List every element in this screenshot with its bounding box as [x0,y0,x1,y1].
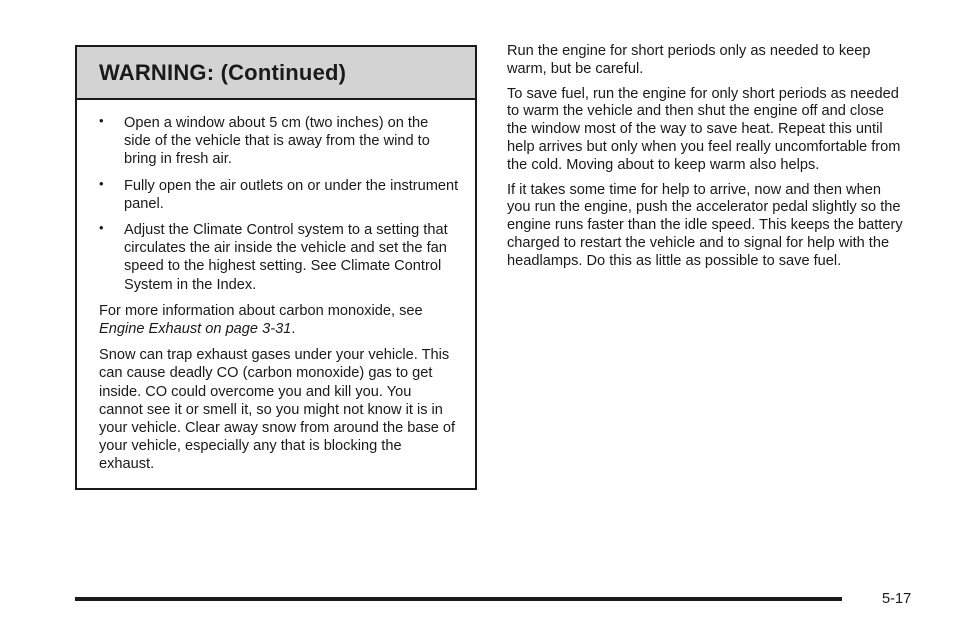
page-number: 5-17 [882,591,912,607]
warning-header [77,47,475,100]
warning-bullet-item [99,114,459,169]
snow-paragraph: Snow can trap exhaust gases under your vehicle. This can cause deadly CO (carbon monoxide) gas to get inside. CO could overcome you and kill you. You cannot see it or smell it, so you might not know it is in your vehicle. Clear away snow from around the base of your vehicle, especially any that is blocking the exhaust. [99,347,456,473]
right-paragraph: If it takes some time for help to arrive, now and then when you run the engine, push the accelerator pedal slightly so the engine runs faster than the idle speed. This keeps the battery charged to restart the vehicle and to signal for help with the headlamps. Do this as little as possible to save fuel. [507,181,903,269]
more-info-text: For more information about carbon monoxide, see [99,302,423,319]
warning-body [77,100,475,474]
bullet-dot-icon: • [99,220,104,236]
more-info-end: . [291,321,296,338]
warning-bullet-item [99,221,459,294]
right-paragraph: Run the engine for short periods only as needed to keep warm, but be careful. [507,43,871,77]
more-info-paragraph [99,302,459,338]
right-paragraph: To save fuel, run the engine for only short periods as needed to warm the vehicle and then shut the engine off and close the window most of the way to save heat. Repeat this until help arrives but only when you feel really uncomfortable from the cold. Moving about to keep warm also helps. [507,85,901,173]
warning-box [75,45,477,490]
warning-bullet-item [99,177,459,213]
bullet-dot-icon: • [99,113,104,128]
bullet-text: Adjust the Climate Control system to a setting that circulates the air inside the vehicle and set the fan speed to the highest setting. See Climate Control System in the Index. [124,222,448,293]
bullet-dot-icon: • [99,175,104,191]
engine-exhaust-link[interactable]: Engine Exhaust on page 3-31 [99,321,292,338]
footer-rule [75,597,842,601]
warning-title: WARNING: (Continued) [99,59,347,85]
bullet-text: Fully open the air outlets on or under the instrument panel. [124,177,459,212]
right-column [507,43,907,278]
bullet-text: Open a window about 5 cm (two inches) on the side of the vehicle that is away from the wind to bring in fresh air. [124,115,430,168]
warning-bullet-list [99,114,459,294]
